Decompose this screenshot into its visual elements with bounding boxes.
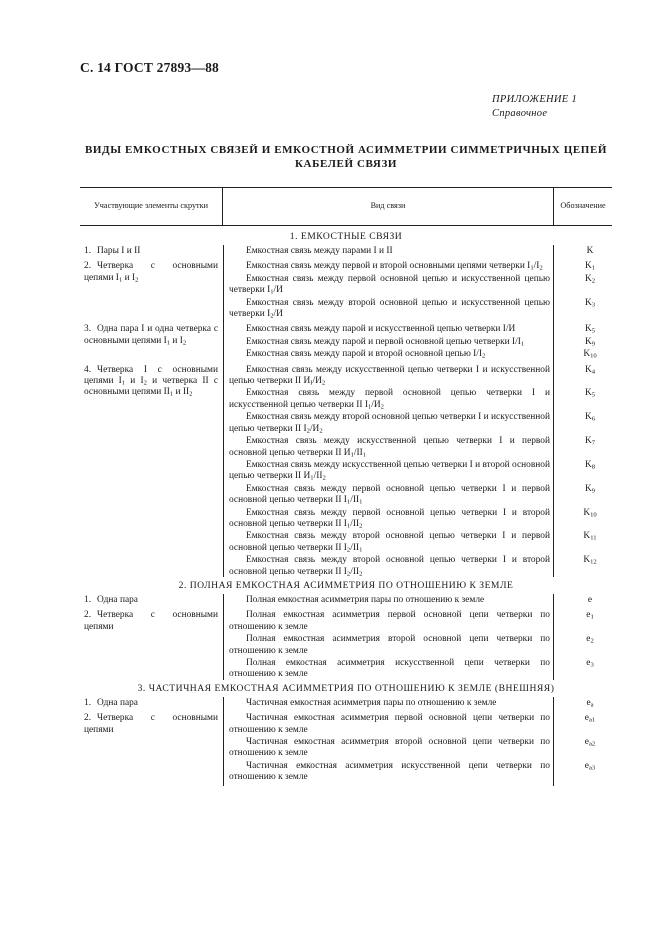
header-designation: Обозначение (560, 201, 606, 211)
group-elements-label: Одна пара I и одна четверка с основными цепями $I_1$ и $I_2$ (84, 324, 218, 347)
coupling-description: Емкостная связь между парой и искусственной цепью четверки I/И (246, 324, 516, 335)
designation-symbol: $e_3$ (586, 658, 594, 669)
group-elements-label: Одна пара (97, 594, 138, 605)
column-rule (553, 697, 554, 786)
group-number: 1. (84, 246, 92, 256)
coupling-table (80, 187, 612, 784)
group-elements-label: Одна пара (97, 697, 138, 708)
designation-symbol: $K_5$ (584, 324, 596, 335)
coupling-entry (229, 436, 596, 459)
coupling-description: Емкостная связь между искусственной цепью четверки I и первой основной цепью четверки II $И_1/II_1$ (229, 436, 550, 458)
coupling-entry (229, 610, 594, 633)
section-title: 3. ЧАСТИЧНАЯ ЕМКОСТНАЯ АСИММЕТРИЯ ПО ОТНОШЕНИЮ К ЗЕМЛЕ (ВНЕШНЯЯ) (137, 682, 555, 694)
coupling-entry (229, 737, 596, 760)
table-group (80, 261, 612, 320)
table-group (80, 595, 612, 606)
participating-elements (84, 365, 218, 399)
group-number: 1. (84, 697, 92, 708)
group-elements-label: Четверка с основными цепями $I_1$ и $I_2$ (84, 261, 218, 284)
coupling-description: Емкостная связь между первой основной цепью и искусственной цепью четверки $I_1/И$ (229, 273, 550, 296)
group-elements-label: Четверка I с основными цепями $I_1$ и $I_2$ и четверка II с основными цепями $II_1$ и $II_2$ (84, 364, 218, 398)
designation-symbol: $K_6$ (584, 412, 596, 423)
coupling-entry (229, 697, 594, 709)
coupling-entry (229, 760, 596, 784)
coupling-entry (229, 459, 596, 483)
group-elements-label: Пары I и II (97, 246, 141, 256)
coupling-description: Полная емкостная асимметрия первой основной цепи четверки по отношению к земле (229, 610, 550, 632)
header-coupling-type: Вид связи (223, 188, 554, 225)
participating-elements (84, 698, 218, 709)
coupling-entry (229, 297, 596, 321)
designation-symbol: $e_{a3}$ (584, 760, 596, 772)
coupling-entry (229, 412, 596, 435)
coupling-entry (229, 555, 597, 578)
appendix-title: ПРИЛОЖЕНИЕ 1 (492, 94, 577, 105)
participating-elements (84, 246, 218, 257)
appendix-kind: Справочное (492, 108, 548, 119)
designation-symbol: $K_4$ (584, 364, 596, 376)
group-number: 2. (84, 610, 92, 621)
designation-symbol: $e_2$ (586, 634, 594, 645)
group-number: 2. (84, 713, 92, 724)
group-elements-label: Четверка с основными цепями (84, 713, 218, 735)
designation-symbol: $e_a$ (586, 697, 594, 709)
designation-symbol: K (586, 246, 594, 256)
coupling-description: Частичная емкостная асимметрия пары по отношению к земле (246, 697, 497, 708)
coupling-description: Емкостная связь между второй основной цепью четверки I и первой основной цепью четверки II $I_2/II_1$ (229, 531, 550, 554)
designation-symbol: $K_2$ (584, 273, 596, 285)
coupling-entry (229, 634, 594, 657)
group-number: 3. (84, 324, 92, 335)
coupling-description: Полная емкостная асимметрия пары по отношению к земле (246, 594, 485, 605)
coupling-description: Полная емкостная асимметрия второй основной цепи четверки по отношению к земле (229, 634, 550, 656)
table-group (80, 713, 612, 783)
coupling-entry (229, 713, 596, 736)
group-number: 4. (84, 364, 92, 375)
document-title-line1: ВИДЫ ЕМКОСТНЫХ СВЯЗЕЙ И ЕМКОСТНОЙ АСИММЕТРИИ СИММЕТРИЧНЫХ ЦЕПЕЙ (84, 144, 608, 156)
coupling-entry (229, 483, 596, 507)
coupling-entry (229, 261, 596, 272)
coupling-description: Частичная емкостная асимметрия искусственной цепи четверки по отношению к земле (229, 760, 550, 783)
designation-symbol: $K_9$ (584, 336, 596, 348)
coupling-entry (229, 324, 596, 335)
designation-symbol: $K_{12}$ (583, 555, 597, 566)
column-rule (553, 245, 554, 577)
designation-symbol: $K_{10}$ (583, 349, 597, 360)
coupling-description: Емкостная связь между парами I и II (246, 246, 393, 256)
coupling-entry (229, 273, 596, 297)
designation-symbol: $K_8$ (584, 459, 596, 471)
group-number: 2. (84, 261, 92, 272)
coupling-description: Частичная емкостная асимметрия первой основной цепи четверки по отношению к земле (229, 713, 550, 735)
table-group (80, 610, 612, 680)
section-title: 2. ПОЛНАЯ ЕМКОСТНАЯ АСИММЕТРИЯ ПО ОТНОШЕНИЮ К ЗЕМЛЕ (178, 579, 514, 591)
coupling-entry (229, 349, 597, 360)
coupling-description: Емкостная связь между первой основной цепью четверки I и второй основной цепью четверки II $I_1/II_2$ (229, 507, 550, 530)
participating-elements (84, 595, 218, 606)
table-group (80, 324, 612, 360)
table-group (80, 698, 612, 709)
coupling-entry (229, 594, 593, 606)
column-rule (553, 594, 554, 680)
coupling-description: Емкостная связь между парой и второй основной цепью $I/I_2$ (246, 349, 486, 360)
designation-symbol: $K_{10}$ (583, 507, 597, 519)
table-header (80, 187, 612, 226)
coupling-description: Емкостная связь между второй основной цепью четверки I и искусственной цепью четверки II $I_2/И_2$ (229, 412, 550, 435)
coupling-entry (229, 364, 596, 388)
participating-elements (84, 713, 218, 736)
designation-symbol: $K_{11}$ (583, 531, 597, 542)
coupling-entry (229, 388, 596, 411)
coupling-entry (229, 507, 597, 531)
appendix-label (492, 93, 577, 121)
coupling-description: Емкостная связь между искусственной цепью четверки I и второй основной цепью четверки II $И_1/II_2$ (229, 459, 550, 482)
table-group (80, 365, 612, 578)
designation-symbol: $e_{a2}$ (584, 737, 596, 748)
designation-symbol: e (587, 594, 593, 605)
designation-symbol: $K_7$ (584, 436, 596, 447)
coupling-description: Емкостная связь между искусственной цепью четверки I и искусственной цепью четверки II $И_I/И_2$ (229, 364, 550, 387)
designation-symbol: $e_1$ (586, 610, 594, 621)
table-body (80, 229, 612, 784)
document-title (80, 143, 612, 171)
page-header: С. 14 ГОСТ 27893—88 (80, 60, 219, 75)
coupling-description: Емкостная связь между первой основной цепью четверки I и искусственной цепью четверки II $I_1/И_2$ (229, 388, 550, 411)
coupling-description: Частичная емкостная асимметрия второй основной цепи четверки по отношению к земле (229, 737, 550, 759)
coupling-description: Полная емкостная асимметрия искусственной цепи четверки по отношению к земле (229, 658, 550, 680)
coupling-description: Емкостная связь между парой и первой основной цепью четверки $I/I_1$ (246, 336, 525, 348)
column-rule (223, 594, 224, 680)
coupling-description: Емкостная связь между второй основной цепью и искусственной цепью четверки $I_2/И$ (229, 297, 550, 320)
group-elements-label: Четверка с основными цепями (84, 610, 218, 632)
coupling-entry (229, 336, 596, 348)
designation-symbol: $K_1$ (584, 261, 596, 272)
participating-elements (84, 261, 218, 284)
participating-elements (84, 610, 218, 633)
document-title-line2: КАБЕЛЕЙ СВЯЗИ (294, 158, 398, 170)
coupling-description: Емкостная связь между второй основной цепью четверки I и второй основной цепью четверки II $I_2/II_2$ (229, 555, 550, 578)
coupling-description: Емкостная связь между первой и второй основными цепями четверки $I_1/I_2$ (246, 261, 543, 272)
designation-symbol: $K_3$ (584, 297, 596, 309)
participating-elements (84, 324, 218, 347)
designation-symbol: $e_{a1}$ (584, 713, 596, 724)
column-rule (223, 245, 224, 577)
coupling-entry (229, 531, 597, 554)
designation-symbol: $K_9$ (584, 483, 596, 495)
header-elements: Участвующие элементы скрутки (80, 188, 223, 225)
coupling-entry (229, 658, 594, 681)
coupling-entry (229, 246, 594, 257)
section-title: 1. ЕМКОСТНЫЕ СВЯЗИ (289, 231, 403, 242)
designation-symbol: $K_5$ (584, 388, 596, 399)
column-rule (223, 697, 224, 786)
group-number: 1. (84, 594, 92, 605)
table-group (80, 246, 612, 257)
coupling-description: Емкостная связь между первой основной цепью четверки I и первой основной цепью четверки II $I_1/II_1$ (229, 483, 550, 506)
